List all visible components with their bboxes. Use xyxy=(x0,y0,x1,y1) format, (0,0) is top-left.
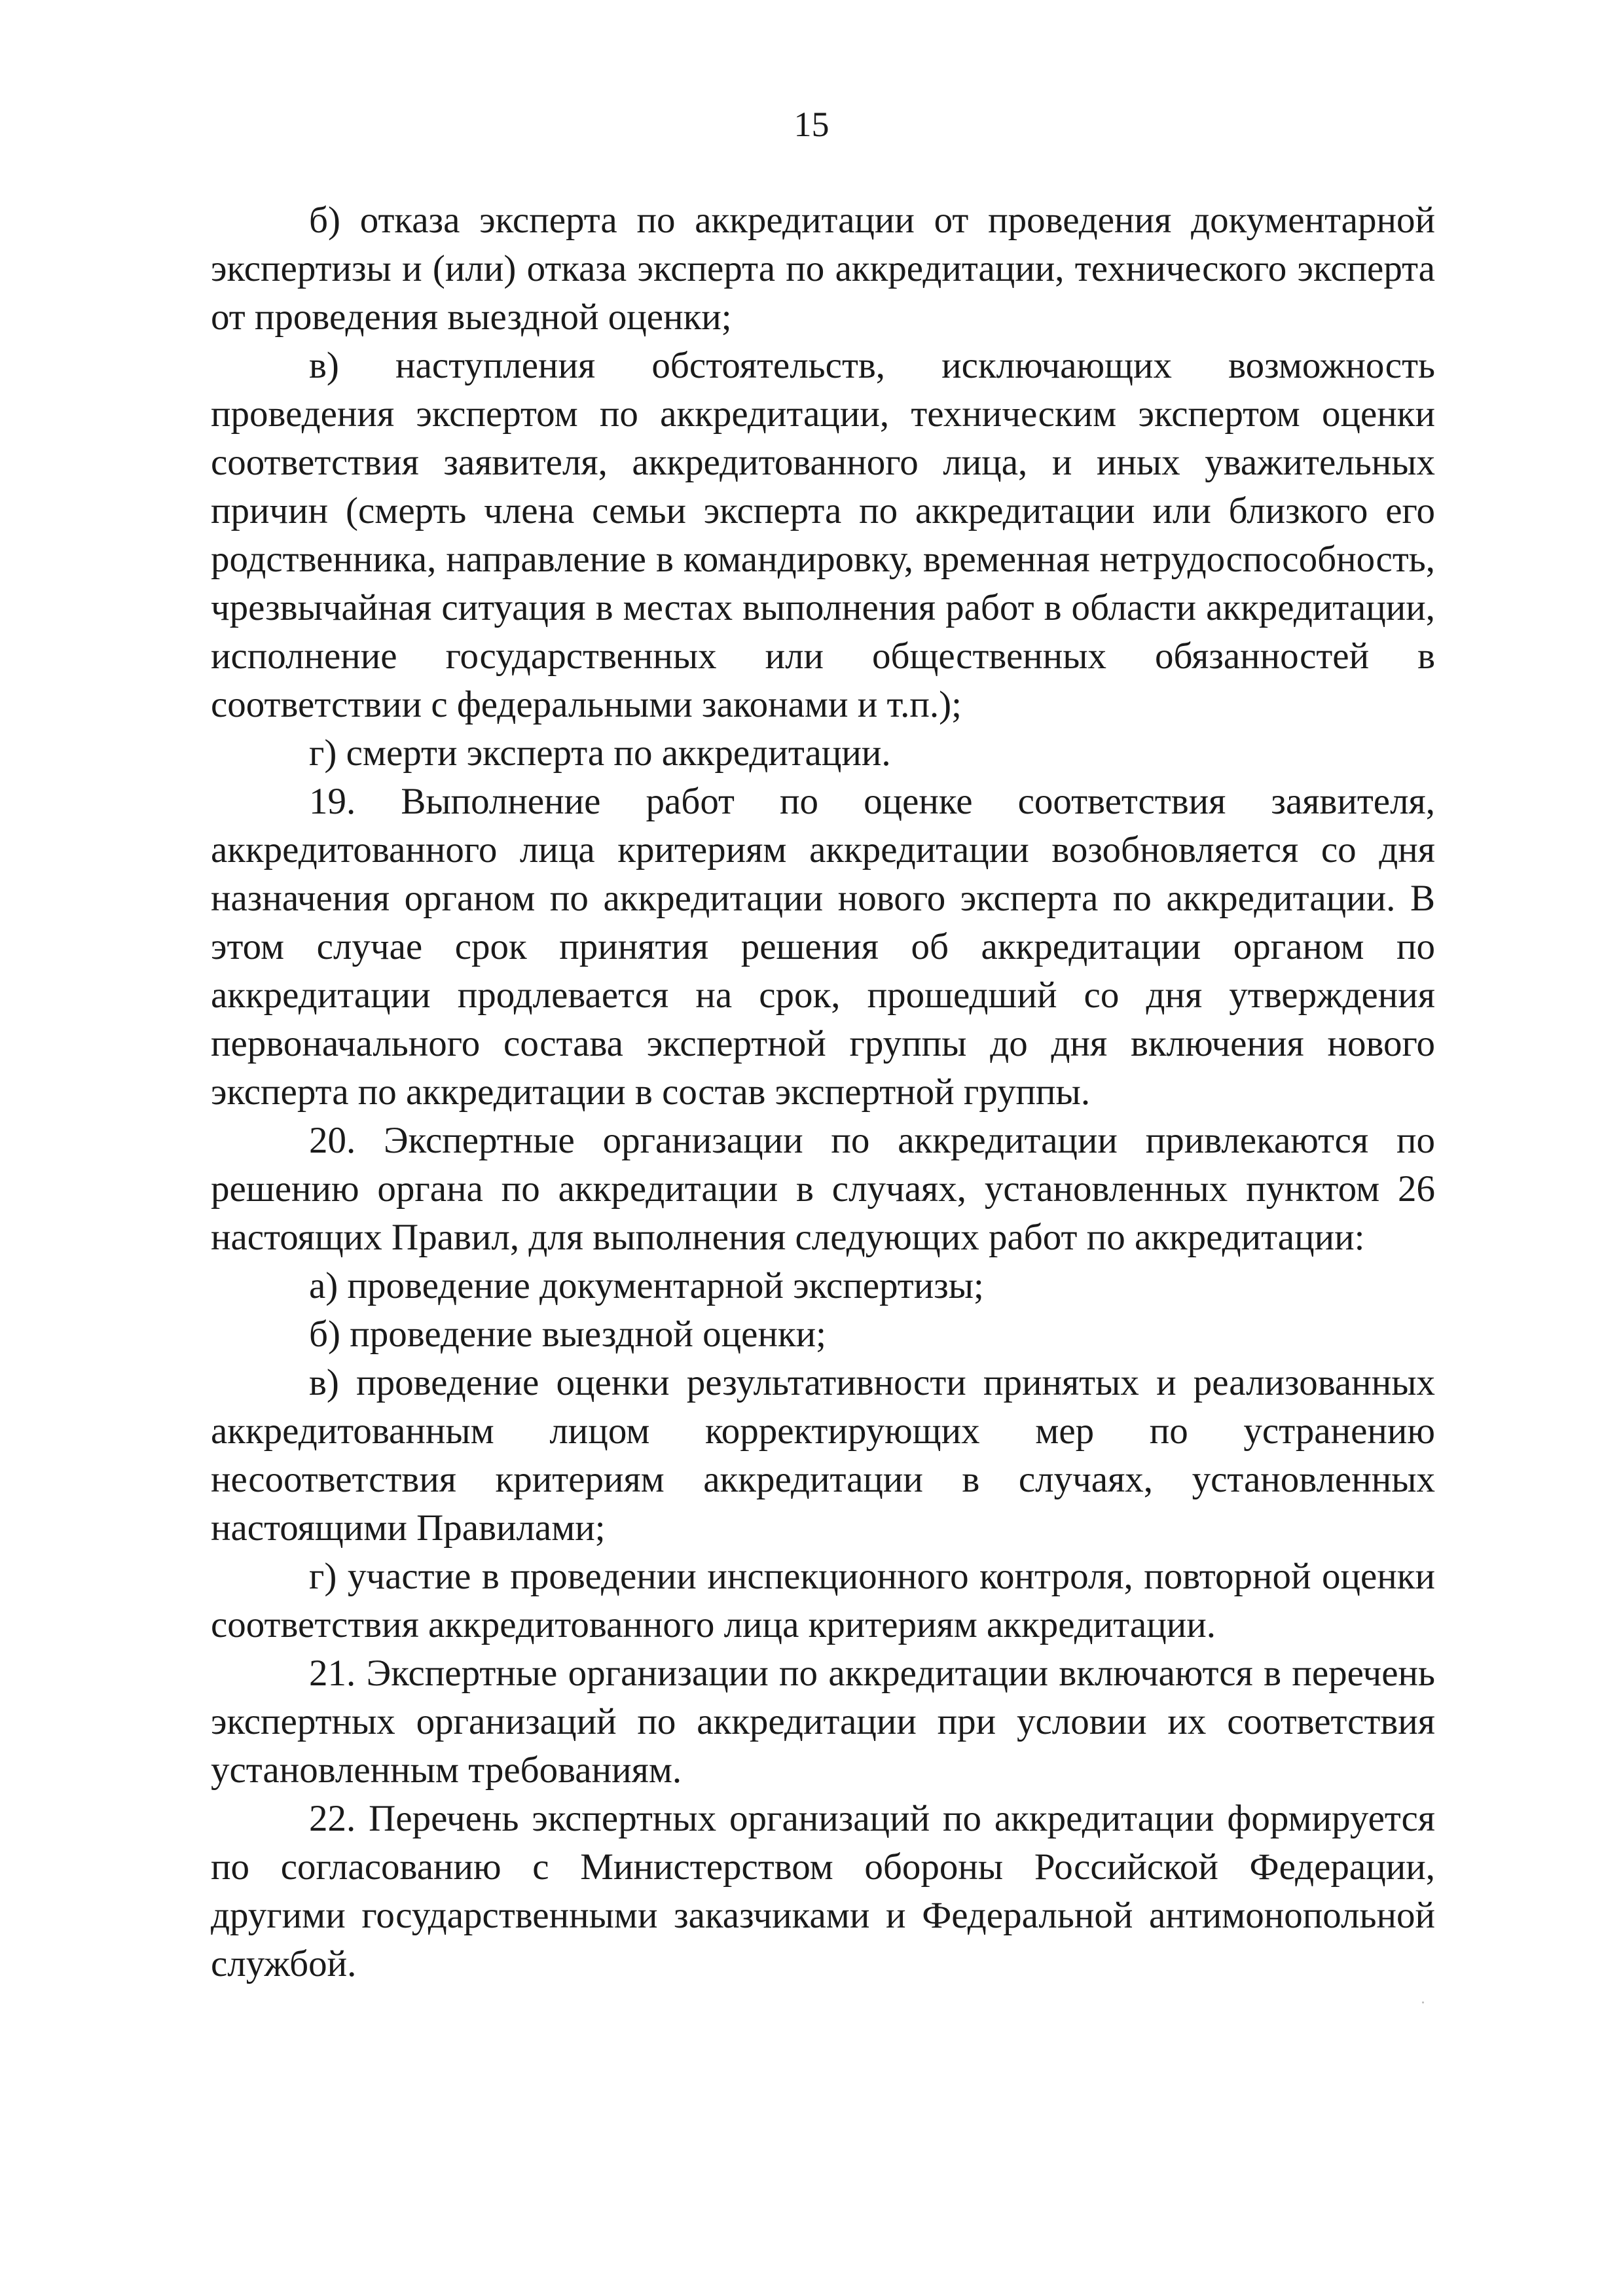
paragraph-b-refusal: б) отказа эксперта по аккредитации от проведения документарной экспертизы и (или) отказа эксперта по аккредитации, технического эксперта от проведения выездной оценки; xyxy=(211,200,1435,338)
document-body xyxy=(211,196,1435,1988)
list-item-b: б) проведение выездной оценки; xyxy=(309,1314,827,1355)
paragraph-v-circumstances: в) наступления обстоятельств, исключающих возможность проведения экспертом по аккредитации, техническим экспертом оценки соответствия заявителя, аккредитованного лица, и иных уважительных причин (смерть члена семьи эксперта по аккредитации или близкого его родственника, направление в командировку, временная нетрудоспособность, чрезвычайная ситуация в местах выполнения работ в области аккредитации, исполнение государственных или общественных обязанностей в соответствии с федеральными законами и т.п.); xyxy=(211,345,1435,725)
paragraph-22: 22. Перечень экспертных организаций по аккредитации формируется по согласованию с Министерством обороны Российской Федерации, другими государственными заказчиками и Федеральной антимонопольной службой. xyxy=(211,1798,1435,1984)
list-item-g: г) участие в проведении инспекционного контроля, повторной оценки соответствия аккредитованного лица критериям аккредитации. xyxy=(211,1556,1435,1645)
paragraph-21: 21. Экспертные организации по аккредитации включаются в перечень экспертных организаций по аккредитации при условии их соответствия установленным требованиям. xyxy=(211,1653,1435,1791)
paragraph-19: 19. Выполнение работ по оценке соответствия заявителя, аккредитованного лица критериям аккредитации возобновляется со дня назначения органом по аккредитации нового эксперта по аккредитации. В этом случае срок принятия решения об аккредитации органом по аккредитации продлевается на срок, прошедший со дня утверждения первоначального состава экспертной группы до дня включения нового эксперта по аккредитации в состав экспертной группы. xyxy=(211,781,1435,1113)
list-item-a: а) проведение документарной экспертизы; xyxy=(309,1265,984,1306)
scan-artifact-dot xyxy=(1422,2001,1424,2003)
paragraph-g-death: г) смерти эксперта по аккредитации. xyxy=(309,732,891,774)
list-item-v: в) проведение оценки результативности принятых и реализованных аккредитованным лицом корректирующих мер по устранению несоответствия критериям аккредитации в случаях, установленных настоящими Правилами; xyxy=(211,1362,1435,1549)
page-number: 15 xyxy=(793,105,830,144)
paragraph-20: 20. Экспертные организации по аккредитации привлекаются по решению органа по аккредитации в случаях, установленных пунктом 26 настоящих Правил, для выполнения следующих работ по аккредитации: xyxy=(211,1120,1435,1258)
